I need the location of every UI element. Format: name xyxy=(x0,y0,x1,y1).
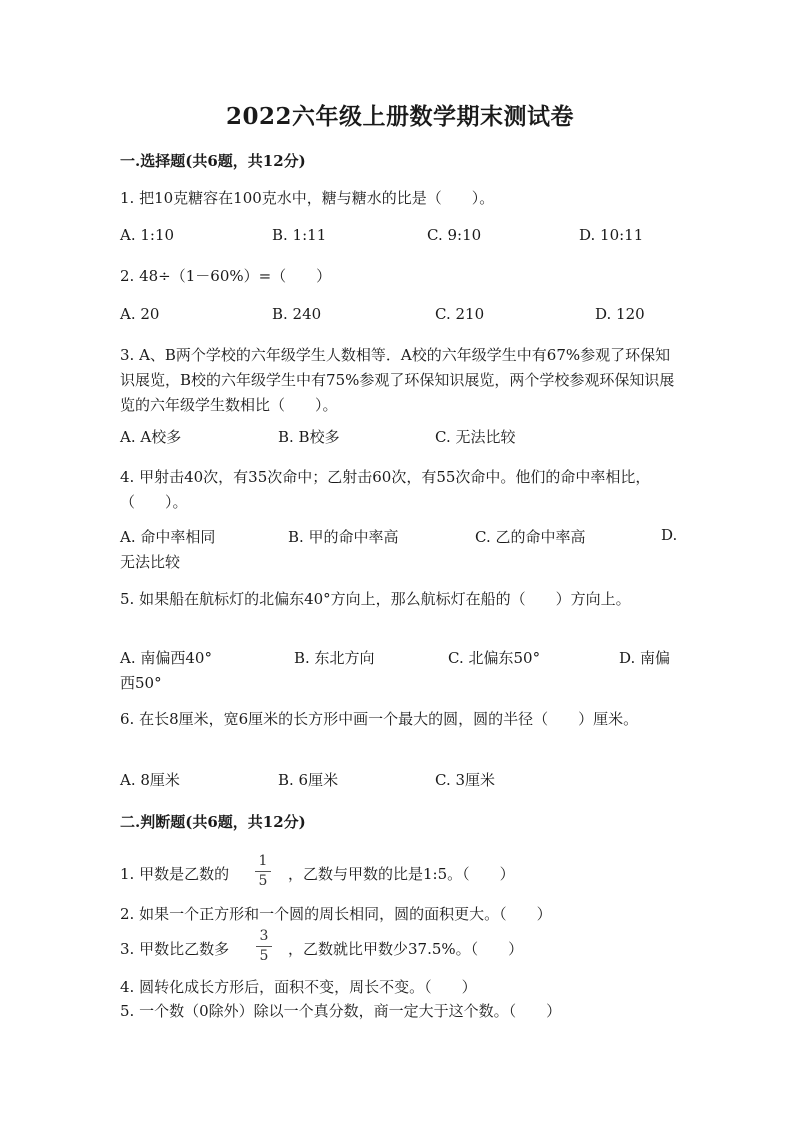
option-d-continued: 西50° xyxy=(120,674,162,692)
fraction-three-fifths xyxy=(256,929,272,964)
fraction-bar xyxy=(255,871,271,872)
option-a: A. 1:10 xyxy=(120,226,175,244)
option-a: A. 20 xyxy=(120,305,160,323)
option-b: B. 240 xyxy=(272,305,322,323)
tf-4-text: 4. 圆转化成长方形后，面积不变，周长不变。（ ） xyxy=(120,978,477,996)
option-b: B. 东北方向 xyxy=(294,649,375,667)
option-c: C. 无法比较 xyxy=(435,428,516,446)
option-d: D. xyxy=(661,526,678,544)
question-1-options xyxy=(120,226,680,251)
option-d: D. 10:11 xyxy=(579,226,644,244)
option-d: D. 南偏 xyxy=(619,649,671,667)
option-c: C. 210 xyxy=(435,305,485,323)
tf-3-after: ，乙数就比甲数少37.5%。（ ） xyxy=(288,940,524,958)
option-b: B. 6厘米 xyxy=(278,771,339,789)
question-2-options xyxy=(120,305,680,330)
fraction-denominator: 5 xyxy=(259,948,269,964)
option-c: C. 北偏东50° xyxy=(448,649,541,667)
option-c: C. 3厘米 xyxy=(435,771,496,789)
tf-1-after: ，乙数与甲数的比是1:5。（ ） xyxy=(288,865,515,883)
question-1-text: 1. 把10克糖容在100克水中，糖与糖水的比是（ ）。 xyxy=(120,189,495,207)
tf-5-text: 5. 一个数（0除外）除以一个真分数，商一定大于这个数。（ ） xyxy=(120,1002,562,1020)
tf-2-text: 2. 如果一个正方形和一个圆的周长相同，圆的面积更大。（ ） xyxy=(120,905,552,923)
tf-1-before: 1. 甲数是乙数的 xyxy=(120,865,230,883)
option-a: A. 8厘米 xyxy=(120,771,180,789)
fraction-numerator: 1 xyxy=(258,853,268,869)
question-3-options xyxy=(120,426,680,451)
option-a: A. 命中率相同 xyxy=(120,528,216,546)
question-3-text: 3. A、B两个学校的六年级学生人数相等．A校的六年级学生中有67%参观了环保知识展览，B校的六年级学生中有75%参观了环保知识展览，两个学校参观环保知识展览的六年级学生数相比（ ）。 xyxy=(120,346,675,414)
question-4-options xyxy=(120,526,680,551)
option-c: C. 9:10 xyxy=(427,226,482,244)
question-4-text: 4. 甲射击40次，有35次命中；乙射击60次，有55次命中。他们的命中率相比，（ ）。 xyxy=(120,468,651,511)
section-heading-true-false: 二.判断题(共6题，共12分) xyxy=(120,813,306,831)
tf-3-before: 3. 甲数比乙数多 xyxy=(120,940,230,958)
option-b: B. 1:11 xyxy=(272,226,327,244)
question-6-text: 6. 在长8厘米，宽6厘米的长方形中画一个最大的圆，圆的半径（ ）厘米。 xyxy=(120,710,639,728)
section-heading-choice: 一.选择题(共6题，共12分) xyxy=(120,152,306,170)
option-b: B. B校多 xyxy=(278,428,340,446)
fraction-one-fifth xyxy=(255,854,271,889)
fraction-denominator: 5 xyxy=(258,873,268,889)
question-5-options xyxy=(120,647,680,672)
option-d: D. 120 xyxy=(595,305,645,323)
option-a: A. A校多 xyxy=(120,428,182,446)
option-c: C. 乙的命中率高 xyxy=(475,528,586,546)
option-a: A. 南偏西40° xyxy=(120,649,212,667)
page-title: 2022六年级上册数学期末测试卷 xyxy=(225,103,574,130)
fraction-bar xyxy=(256,946,272,947)
question-6-options xyxy=(120,769,680,794)
option-b: B. 甲的命中率高 xyxy=(288,528,399,546)
option-d-continued: 无法比较 xyxy=(120,553,181,571)
question-5-text: 5. 如果船在航标灯的北偏东40°方向上，那么航标灯在船的（ ）方向上。 xyxy=(120,590,631,608)
question-2-text: 2. 48÷（1－60%）=（ ） xyxy=(120,267,332,285)
fraction-numerator: 3 xyxy=(259,928,269,944)
